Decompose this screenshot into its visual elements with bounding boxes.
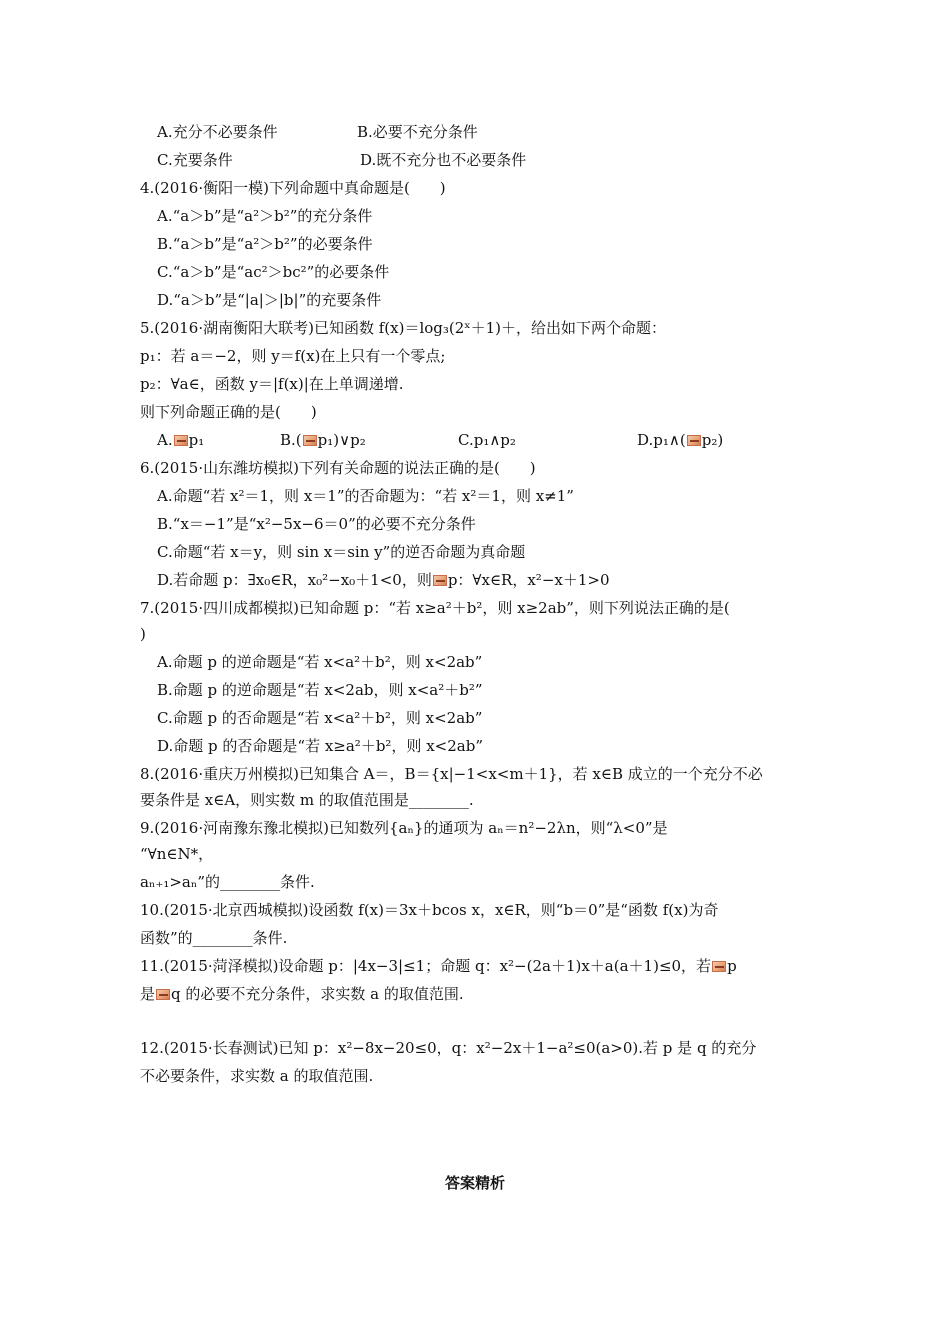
q5-proposition-p1: p₁：若 a＝−2，则 y＝f(x)在上只有一个零点; — [140, 347, 446, 365]
q11-line-2-text: q 的必要不充分条件，求实数 a 的取值范围. — [171, 985, 464, 1003]
negation-icon — [687, 435, 701, 446]
q7-stem-end: ) — [140, 625, 146, 643]
q6-option-c: C.命题“若 x＝y，则 sin x＝sin y”的逆否命题为真命题 — [157, 543, 526, 561]
q6-option-d-text: p：∀x∈R，x²−x＋1>0 — [447, 571, 610, 589]
q4-stem: 4.(2016·衡阳一模)下列命题中真命题是( ) — [140, 179, 446, 197]
q7-stem: 7.(2015·四川成都模拟)已知命题 p：“若 x≥a²＋b²，则 x≥2ab”，则下列说法正确的是( — [140, 599, 730, 617]
q3-option-a: A.充分不必要条件 — [157, 123, 278, 141]
q11-line-1-tail: p — [727, 957, 737, 975]
q11-line-2 — [140, 984, 464, 1004]
q10-line-1: 10.(2015·北京西城模拟)设函数 f(x)＝3x＋bcos x，x∈R，则“b＝0”是“函数 f(x)为奇 — [140, 901, 719, 919]
q5-option-b — [280, 430, 366, 450]
q9-line-2: “∀n∈N*， — [140, 845, 214, 863]
q6-option-b: B.“x＝−1”是“x²−5x−6＝0”的必要不充分条件 — [157, 515, 476, 533]
q11-line-1 — [140, 956, 737, 976]
q8-line-2: 要条件是 x∈A，则实数 m 的取值范围是________. — [140, 791, 474, 809]
q4-option-d: D.“a＞b”是“|a|＞|b|”的充要条件 — [157, 291, 382, 309]
q5-option-d-text: p₂) — [701, 431, 724, 449]
q3-option-b: B.必要不充分条件 — [357, 123, 478, 141]
negation-icon — [156, 989, 170, 1000]
q3-option-d: D.既不充分也不必要条件 — [360, 151, 527, 169]
q5-option-d-prefix: D.p₁∧( — [637, 431, 686, 449]
q5-option-a-text: p₁ — [188, 431, 205, 449]
q4-option-c: C.“a＞b”是“ac²＞bc²”的必要条件 — [157, 263, 390, 281]
q3-option-c: C.充要条件 — [157, 151, 233, 169]
answer-section-title: 答案精析 — [444, 1174, 505, 1192]
q8-line-1: 8.(2016·重庆万州模拟)已知集合 A＝，B＝{x|−1<x<m＋1}，若 x∈B 成立的一个充分不必 — [140, 765, 763, 783]
negation-icon — [712, 961, 726, 972]
q5-proposition-p2: p₂：∀a∈，函数 y＝|f(x)|在上单调递增. — [140, 375, 404, 393]
q7-option-d: D.命题 p 的否命题是“若 x≥a²＋b²，则 x<2ab” — [157, 737, 483, 755]
q7-option-b: B.命题 p 的逆命题是“若 x<2ab，则 x<a²＋b²” — [157, 681, 483, 699]
q9-line-1: 9.(2016·河南豫东豫北模拟)已知数列{aₙ}的通项为 aₙ＝n²−2λn，则“λ<0”是 — [140, 819, 668, 837]
q9-line-3: aₙ₊₁>aₙ”的________条件. — [140, 873, 315, 891]
q10-line-2: 函数”的________条件. — [140, 929, 288, 947]
q11-line-1-text: 11.(2015·菏泽模拟)设命题 p：|4x−3|≤1；命题 q：x²−(2a＋1)x＋a(a＋1)≤0，若 — [140, 957, 712, 975]
q6-option-d — [157, 570, 610, 590]
q5-option-c: C.p₁∧p₂ — [458, 431, 516, 449]
q5-stem: 5.(2016·湖南衡阳大联考)已知函数 f(x)＝log₃(2ˣ＋1)＋，给出如下两个命题： — [140, 319, 667, 337]
q5-option-b-text: p₁)∨p₂ — [317, 431, 366, 449]
q12-line-2: 不必要条件，求实数 a 的取值范围. — [140, 1067, 374, 1085]
q6-option-a: A.命题“若 x²＝1，则 x＝1”的否命题为：“若 x²＝1，则 x≠1” — [157, 487, 574, 505]
q4-option-a: A.“a＞b”是“a²＞b²”的充分条件 — [157, 207, 373, 225]
q4-option-b: B.“a＞b”是“a²＞b²”的必要条件 — [157, 235, 373, 253]
q7-option-a: A.命题 p 的逆命题是“若 x<a²＋b²，则 x<2ab” — [157, 653, 483, 671]
q5-option-a-prefix: A. — [157, 431, 173, 449]
q6-option-d-prefix: D.若命题 p：∃x₀∈R，x₀²−x₀＋1<0，则 — [157, 571, 432, 589]
q11-line-2-prefix: 是 — [140, 985, 156, 1003]
q5-ask: 则下列命题正确的是( ) — [140, 403, 317, 421]
q12-line-1: 12.(2015·长春测试)已知 p：x²−8x−20≤0，q：x²−2x＋1−a²≤0(a>0).若 p 是 q 的充分 — [140, 1039, 757, 1057]
q6-stem: 6.(2015·山东潍坊模拟)下列有关命题的说法正确的是( ) — [140, 459, 536, 477]
negation-icon — [303, 435, 317, 446]
q5-option-d — [637, 430, 723, 450]
q7-option-c: C.命题 p 的否命题是“若 x<a²＋b²，则 x<2ab” — [157, 709, 483, 727]
q5-option-b-prefix: B.( — [280, 431, 302, 449]
negation-icon — [433, 575, 447, 586]
q5-option-a — [157, 430, 204, 450]
negation-icon — [174, 435, 188, 446]
